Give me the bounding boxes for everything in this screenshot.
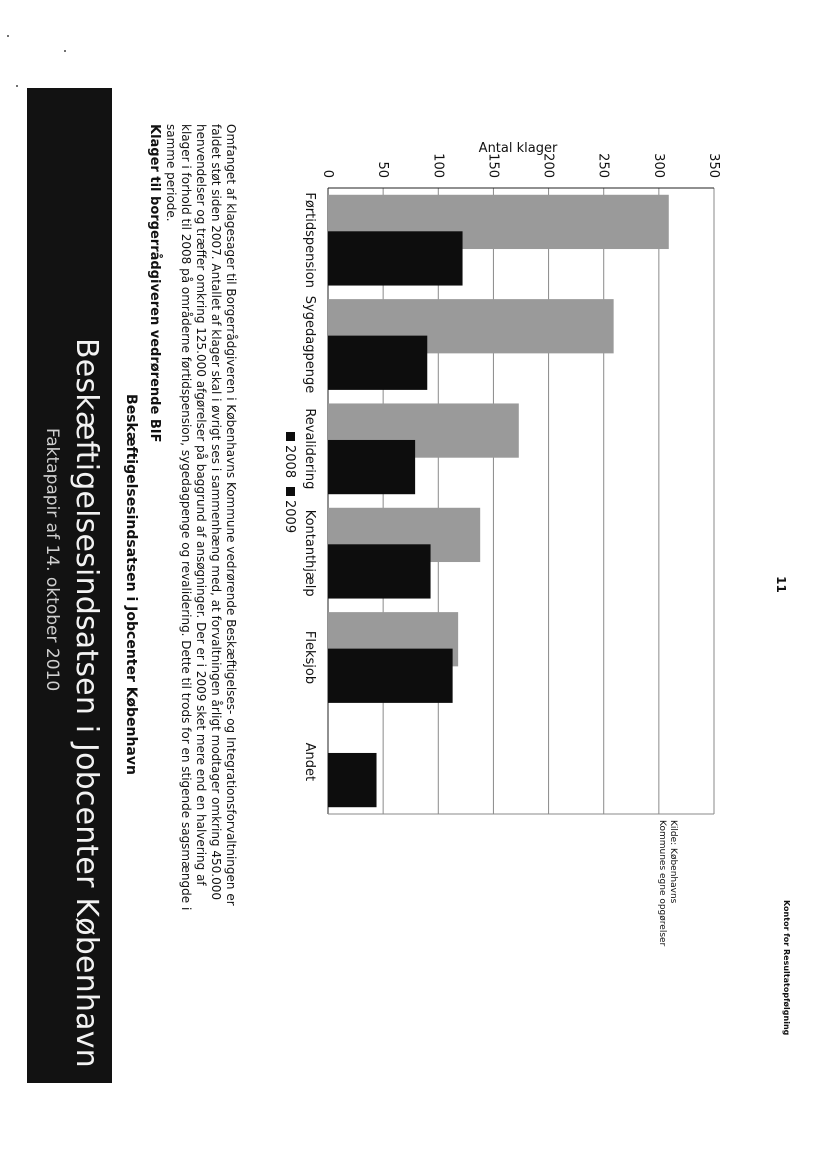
- category-label: Sygedagpenge: [302, 295, 317, 394]
- category-label: Revalidering: [302, 408, 317, 490]
- category-label: Kontanthjælp: [302, 509, 317, 597]
- legend-label-2009: 2009: [282, 500, 297, 534]
- y-axis-label: Antal klager: [478, 141, 558, 156]
- scan-speck: [7, 35, 9, 37]
- y-tick-label: 250: [595, 153, 611, 178]
- office-name: Kontor for Resultatopfølgning: [782, 900, 791, 1036]
- bar-2009: [328, 440, 415, 494]
- y-tick-label: 150: [485, 153, 501, 178]
- legend-swatch-2009: [286, 487, 295, 496]
- y-ticks: [320, 153, 721, 178]
- y-tick-label: 50: [375, 161, 391, 178]
- y-tick-label: 350: [706, 153, 721, 178]
- legend-label-2008: 2008: [282, 445, 297, 479]
- legend-swatch-2008: [286, 432, 295, 441]
- category-label: Førtidspension: [302, 192, 317, 288]
- legend: [282, 432, 297, 533]
- source-note: [656, 820, 678, 946]
- y-tick-label: 200: [540, 153, 556, 178]
- body-paragraph: Omfanget af klagesager til Borgerrådgiveren i Københavns Kommune vedrørende Beskæftigelses- og Integrationsforvaltningen er faldet støt siden 2007. Antallet af klager skal i øvrigt ses i sammenhæng med, at forvaltningen årligt modtager omkring 450.000 henvendelser og træffer omkring 125.000 afgørelser på baggrund af ansøgninger. Der er i 2009 sket mere end en halvering af klager i forhold til 2008 på områderne førtidspension, sygedagpenge og revalidering. Dette til trods for en stigende sagsmængde i samme periode.: [164, 124, 238, 911]
- source-line-2: Kommunes egne opgørelser: [657, 820, 667, 947]
- page-number: 11: [774, 576, 788, 593]
- bar-2009: [328, 753, 377, 807]
- banner-title: Beskæftigelsesindsatsen i Jobcenter København: [69, 338, 104, 1068]
- scan-speck: [16, 85, 18, 87]
- y-tick-label: 300: [650, 153, 666, 178]
- y-tick-label: 100: [430, 153, 446, 178]
- scan-speck: [64, 50, 66, 52]
- bar-2009: [328, 544, 431, 598]
- category-labels: [302, 192, 317, 781]
- complaints-bar-chart: [256, 122, 726, 822]
- bars: [328, 195, 669, 807]
- subheading: Klager til borgerrådgiveren vedrørende BIF: [147, 124, 162, 443]
- y-tick-label: 0: [320, 169, 335, 178]
- section-heading: Beskæftigelsesindsatsen i Jobcenter København: [123, 394, 139, 775]
- bar-2009: [328, 336, 427, 390]
- category-label: Fleksjob: [302, 630, 317, 685]
- category-label: Andet: [302, 742, 317, 782]
- bar-2009: [328, 231, 463, 285]
- bar-2009: [328, 649, 453, 703]
- source-line-1: Kilde: Københavns: [668, 820, 678, 904]
- title-banner: [27, 88, 112, 1083]
- banner-subtitle: Faktapapir af 14. oktober 2010: [42, 428, 62, 692]
